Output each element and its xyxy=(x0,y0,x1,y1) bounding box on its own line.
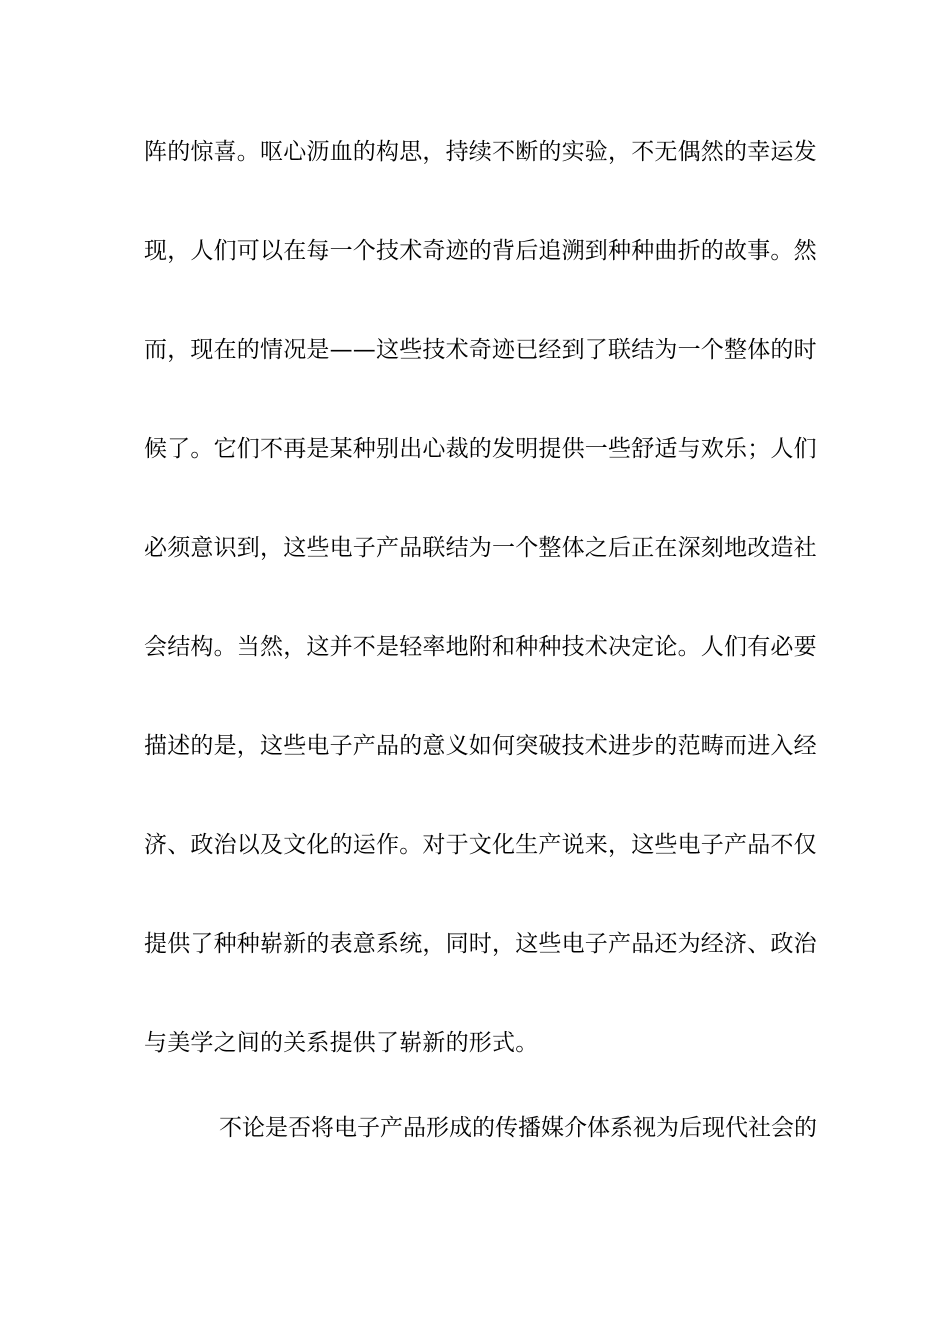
text-line: 济、政治以及文化的运作。对于文化生产说来，这些电子产品不仅 xyxy=(144,832,817,858)
text-line-last: 与美学之间的关系提供了崭新的形式。 xyxy=(144,1030,539,1056)
text-line: 候了。它们不再是某种别出心裁的发明提供一些舒适与欢乐；人们 xyxy=(144,436,817,462)
text-line: 现，人们可以在每一个技术奇迹的背后追溯到种种曲折的故事。然 xyxy=(144,238,817,264)
text-line: 描述的是，这些电子产品的意义如何突破技术进步的范畴而进入经 xyxy=(144,733,817,759)
paragraph-1 xyxy=(144,132,817,1122)
text-line: 会结构。当然，这并不是轻率地附和种种技术决定论。人们有必要 xyxy=(144,634,817,660)
text-line: 而，现在的情况是——这些技术奇迹已经到了联结为一个整体的时 xyxy=(144,337,817,363)
text-line: 提供了种种崭新的表意系统，同时，这些电子产品还为经济、政治 xyxy=(144,931,817,957)
text-line: 阵的惊喜。呕心沥血的构思，持续不断的实验，不无偶然的幸运发 xyxy=(144,139,817,165)
paragraph-2-first-line: 不论是否将电子产品形成的传播媒介体系视为后现代社会的 xyxy=(219,1115,817,1141)
text-line: 必须意识到，这些电子产品联结为一个整体之后正在深刻地改造社 xyxy=(144,535,817,561)
